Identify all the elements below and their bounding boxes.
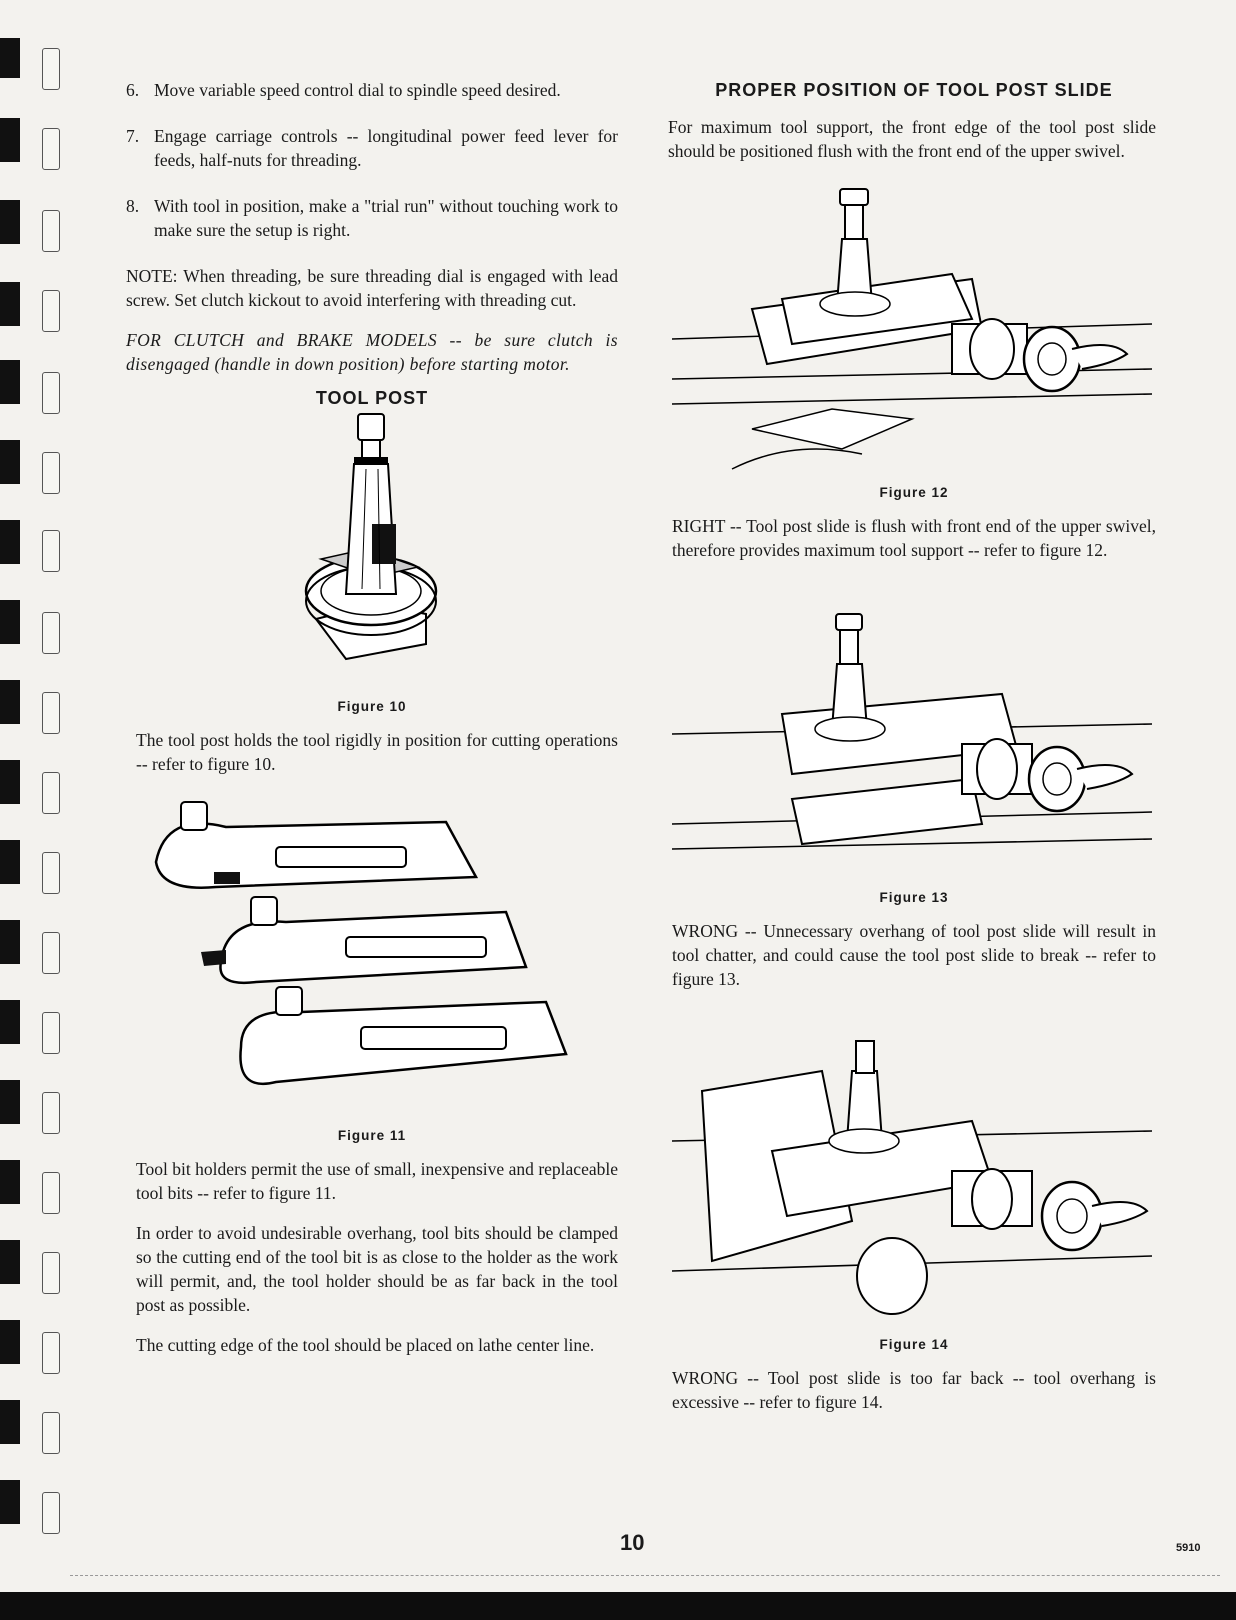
figure-12-text: RIGHT -- Tool post slide is flush with front end of the upper swivel, therefore provides maximum tool support -- refer to figure 12. [672, 516, 1156, 560]
figure-11-tool-holders [126, 792, 618, 1122]
right-column [668, 80, 1156, 1430]
binding-mark [0, 1080, 20, 1124]
binding-mark [0, 38, 20, 78]
binding-mark [0, 840, 20, 884]
center-line-text: The cutting edge of the tool should be placed on lathe center line. [136, 1335, 595, 1355]
binding-hole [42, 290, 60, 332]
figure-10-caption: Figure 10 [337, 699, 407, 714]
figure-13-text: WRONG -- Unnecessary overhang of tool post slide will result in tool chatter, and could cause the tool post slide to break -- refer to figure 13. [672, 921, 1156, 989]
binding-hole [42, 852, 60, 894]
figure-14-caption: Figure 14 [879, 1337, 949, 1352]
binding-mark [0, 440, 20, 484]
binding-hole [42, 452, 60, 494]
binding-mark [0, 920, 20, 964]
binding-mark [0, 118, 20, 162]
binding-edge [0, 0, 70, 1620]
binding-mark [0, 1320, 20, 1364]
figure-10-text: The tool post holds the tool rigidly in position for cutting operations -- refer to figure 10. [136, 730, 618, 774]
step-8 [126, 194, 618, 242]
slide-intro-text: For maximum tool support, the front edge of the tool post slide should be positioned flush with the front end of the upper swivel. [668, 117, 1156, 161]
binding-hole [42, 1092, 60, 1134]
binding-hole [42, 692, 60, 734]
step-text: Move variable speed control dial to spindle speed desired. [154, 80, 561, 100]
binding-mark [0, 760, 20, 804]
step-6 [126, 78, 618, 102]
binding-hole [42, 1332, 60, 1374]
page-number: 10 [620, 1530, 645, 1555]
figure-12-caption: Figure 12 [879, 485, 949, 500]
binding-mark [0, 680, 20, 724]
binding-hole [42, 1492, 60, 1534]
binding-mark [0, 600, 20, 644]
step-number: 6. [126, 80, 140, 100]
figure-10-tool-post [126, 409, 618, 693]
binding-mark [0, 1000, 20, 1044]
binding-hole [42, 530, 60, 572]
figure-13-caption: Figure 13 [879, 890, 949, 905]
binding-hole [42, 48, 60, 90]
step-text: Engage carriage controls -- longitudinal power feed lever for feeds, half-nuts for threading. [154, 126, 618, 170]
binding-mark [0, 282, 20, 326]
binding-hole [42, 1172, 60, 1214]
binding-hole [42, 372, 60, 414]
binding-mark [0, 200, 20, 244]
threading-note: NOTE: When threading, be sure threading dial is engaged with lead screw. Set clutch kickout to avoid interfering with threading cut. [126, 266, 618, 310]
binding-mark [0, 1240, 20, 1284]
figure-11-caption: Figure 11 [337, 1128, 407, 1143]
binding-mark [0, 1400, 20, 1444]
document-code: 5910 [1176, 1542, 1201, 1554]
binding-mark [0, 1160, 20, 1204]
figure-14-text: WRONG -- Tool post slide is too far back -- tool overhang is excessive -- refer to figure 14. [672, 1368, 1156, 1412]
left-column [126, 78, 618, 1373]
binding-hole [42, 210, 60, 252]
binding-hole [42, 932, 60, 974]
binding-hole [42, 128, 60, 170]
overhang-text: In order to avoid undesirable overhang, tool bits should be clamped so the cutting end of the tool bit is as close to the holder as the work will permit, and, the tool holder should be as far back in the tool post as possible. [136, 1223, 618, 1315]
tool-post-heading: TOOL POST [315, 388, 429, 408]
binding-mark [0, 1480, 20, 1524]
figure-14-slide-too-far-back [672, 1031, 1156, 1331]
figure-12-slide-flush [672, 179, 1156, 479]
scan-bottom-edge [0, 1592, 1236, 1620]
bottom-rule [70, 1575, 1220, 1576]
binding-mark [0, 360, 20, 404]
step-text: With tool in position, make a "trial run" without touching work to make sure the setup is right. [154, 196, 618, 240]
binding-hole [42, 612, 60, 654]
binding-mark [0, 520, 20, 564]
binding-hole [42, 1412, 60, 1454]
clutch-brake-note: FOR CLUTCH and BRAKE MODELS -- be sure clutch is disengaged (handle in down position) before starting motor. [126, 330, 618, 374]
binding-hole [42, 1252, 60, 1294]
tool-post-slide-heading: PROPER POSITION OF TOOL POST SLIDE [715, 80, 1113, 100]
step-number: 7. [126, 126, 140, 146]
figure-13-slide-overhang [672, 584, 1156, 884]
binding-hole [42, 1012, 60, 1054]
step-number: 8. [126, 196, 140, 216]
binding-hole [42, 772, 60, 814]
figure-11-text: Tool bit holders permit the use of small, inexpensive and replaceable tool bits -- refer to figure 11. [136, 1159, 618, 1203]
step-7 [126, 124, 618, 172]
